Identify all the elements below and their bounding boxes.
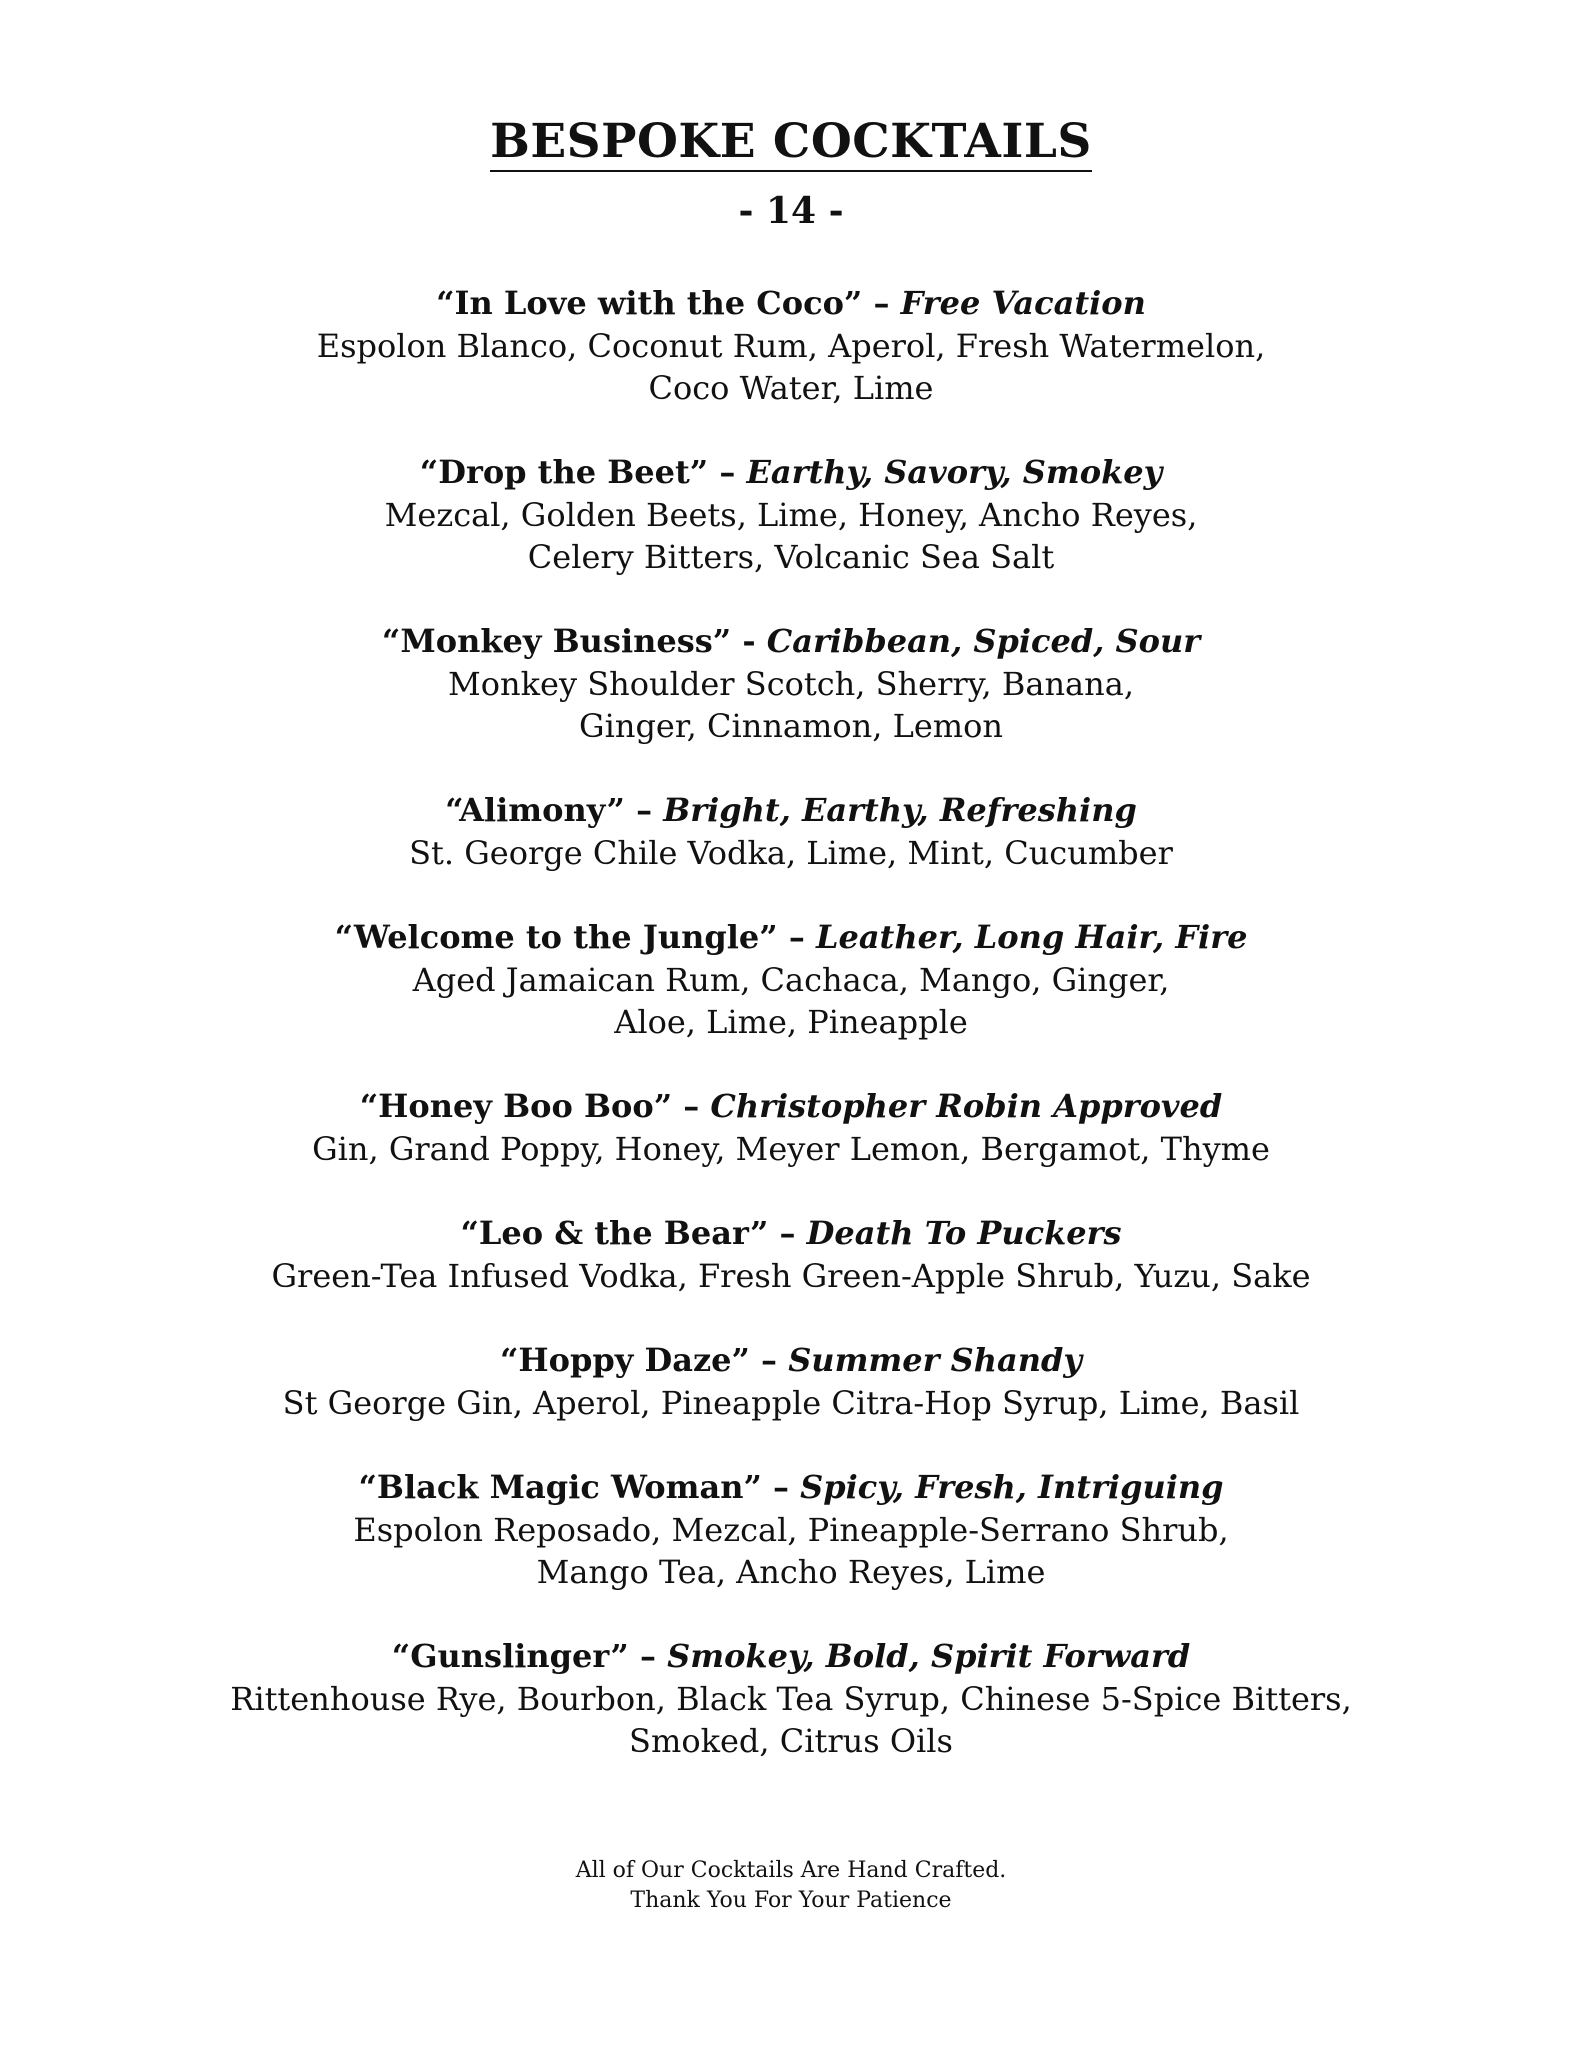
cocktail-ingredients [0,1382,1582,1424]
cocktail-tasting-notes: Death To Puckers [806,1214,1122,1252]
cocktail-heading [0,282,1582,325]
cocktail-separator: – [862,284,901,322]
cocktail-name: “Welcome to the Jungle” [334,918,778,956]
ingredient-line: Aloe, Lime, Pineapple [614,1003,968,1041]
cocktail-separator: – [628,1637,668,1675]
cocktail-name: “Honey Boo Boo” [359,1087,673,1125]
footer-line-2: Thank You For Your Patience [630,1888,952,1913]
cocktail-ingredients [0,832,1582,874]
cocktail-separator: – [761,1468,801,1506]
cocktail-item [0,1635,1582,1762]
footer-line-1: All of Our Cocktails Are Hand Crafted. [575,1858,1007,1883]
cocktail-name: “Leo & the Bear” [460,1214,769,1252]
cocktail-name: “Hoppy Daze” [500,1341,750,1379]
ingredient-line: Smoked, Citrus Oils [629,1722,953,1760]
cocktail-item [0,916,1582,1043]
price-label: - 14 - [738,190,844,232]
cocktail-separator: – [749,1341,789,1379]
cocktail-tasting-notes: Smokey, Bold, Spirit Forward [667,1637,1191,1675]
cocktail-tasting-notes: Summer Shandy [788,1341,1082,1379]
cocktail-ingredients [0,959,1582,1043]
cocktail-list [0,282,1582,1804]
cocktail-item [0,1339,1582,1424]
cocktail-name: “Alimony” [445,791,625,829]
cocktail-item [0,1085,1582,1170]
cocktail-separator: - [731,622,767,660]
cocktail-heading [0,620,1582,663]
cocktail-heading [0,1466,1582,1509]
ingredient-line: Rittenhouse Rye, Bourbon, Black Tea Syrup, Chinese 5-Spice Bitters, [230,1680,1352,1718]
cocktail-name: “Drop the Beet” [419,453,709,491]
cocktail-tasting-notes: Christopher Robin Approved [710,1087,1223,1125]
ingredient-line: Aged Jamaican Rum, Cachaca, Mango, Ginger, [412,961,1170,999]
ingredient-line: Coco Water, Lime [648,369,934,407]
cocktail-tasting-notes: Bright, Earthy, Refreshing [663,791,1137,829]
cocktail-item [0,1466,1582,1593]
cocktail-name: “Gunslinger” [391,1637,629,1675]
cocktail-ingredients [0,494,1582,578]
cocktail-name: “In Love with the Coco” [436,284,863,322]
cocktail-heading [0,1085,1582,1128]
cocktail-ingredients [0,1255,1582,1297]
cocktail-ingredients [0,1509,1582,1593]
cocktail-tasting-notes: Caribbean, Spiced, Sour [766,622,1201,660]
cocktail-name: “Monkey Business” [381,622,732,660]
ingredient-line: Ginger, Cinnamon, Lemon [579,707,1003,745]
ingredient-line: Celery Bitters, Volcanic Sea Salt [527,538,1055,576]
cocktail-separator: – [672,1087,711,1125]
page-title-text: BESPOKE COCKTAILS [490,114,1092,172]
ingredient-line: Mango Tea, Ancho Reyes, Lime [536,1553,1046,1591]
ingredient-line: St George Gin, Aperol, Pineapple Citra-Hop Syrup, Lime, Basil [282,1384,1300,1422]
cocktail-ingredients [0,325,1582,409]
cocktail-separator: – [768,1214,807,1252]
footer-note [0,1856,1582,1916]
cocktail-item [0,620,1582,747]
cocktail-item [0,1212,1582,1297]
cocktail-separator: – [708,453,747,491]
cocktail-ingredients [0,1128,1582,1170]
cocktail-item [0,282,1582,409]
cocktail-heading [0,1212,1582,1255]
cocktail-tasting-notes: Earthy, Savory, Smokey [746,453,1163,491]
cocktail-item [0,451,1582,578]
cocktail-ingredients [0,663,1582,747]
ingredient-line: Gin, Grand Poppy, Honey, Meyer Lemon, Bergamot, Thyme [312,1130,1270,1168]
cocktail-tasting-notes: Free Vacation [900,284,1146,322]
cocktail-heading [0,451,1582,494]
cocktail-ingredients [0,1678,1582,1762]
cocktail-heading [0,1339,1582,1382]
cocktail-separator: – [777,918,816,956]
ingredient-line: Espolon Blanco, Coconut Rum, Aperol, Fresh Watermelon, [316,327,1266,365]
ingredient-line: St. George Chile Vodka, Lime, Mint, Cucumber [409,834,1173,872]
cocktail-item [0,789,1582,874]
cocktail-heading [0,789,1582,832]
ingredient-line: Mezcal, Golden Beets, Lime, Honey, Ancho Reyes, [384,496,1198,534]
ingredient-line: Espolon Reposado, Mezcal, Pineapple-Serrano Shrub, [353,1511,1229,1549]
page-title [0,112,1582,172]
ingredient-line: Monkey Shoulder Scotch, Sherry, Banana, [448,665,1134,703]
cocktail-tasting-notes: Leather, Long Hair, Fire [815,918,1248,956]
cocktail-tasting-notes: Spicy, Fresh, Intriguing [800,1468,1224,1506]
cocktail-heading [0,916,1582,959]
cocktail-separator: – [624,791,664,829]
cocktail-heading [0,1635,1582,1678]
ingredient-line: Green-Tea Infused Vodka, Fresh Green-Apple Shrub, Yuzu, Sake [271,1257,1311,1295]
cocktail-name: “Black Magic Woman” [358,1468,762,1506]
